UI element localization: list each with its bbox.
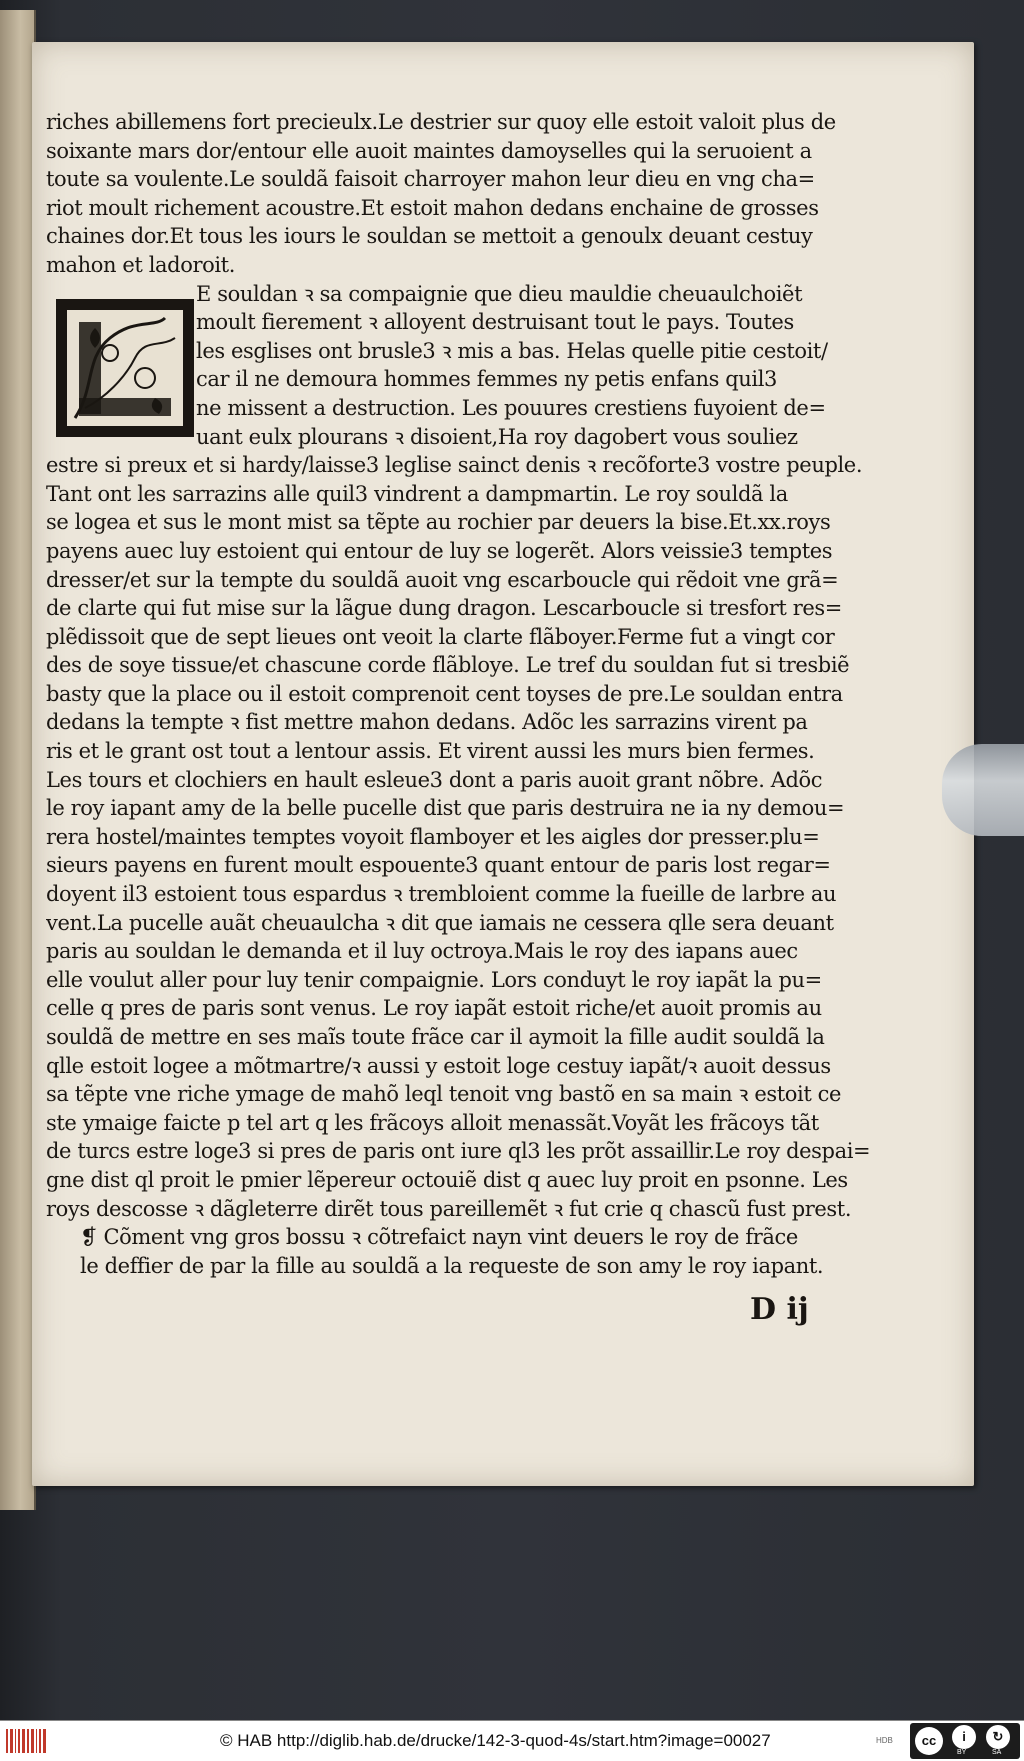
text-line: celle q pres de paris sont venus. Le roy iapãt estoit riche/et auoit promis au <box>46 996 822 1021</box>
text-line: de clarte qui fut mise sur la lãgue dung dragon. Lescarboucle si tresfort res= <box>46 596 842 621</box>
footer-small-text: HDB <box>876 1736 893 1745</box>
page-text-block <box>46 108 876 1280</box>
text-line: payens auec luy estoient qui entour de luy se logerẽt. Alors veissie3 temptes <box>46 538 833 563</box>
text-line: ris et le grant ost tout a lentour assis. Et virent aussi les murs bien fermes. <box>46 739 815 764</box>
creative-commons-icon: cc <box>915 1727 943 1755</box>
text-line: souldã de mettre en ses maĩs toute frãce car il aymoit la fille audit souldã la <box>46 1025 825 1049</box>
text-line: rera hostel/maintes temptes voyoit flamboyer et les aigles dor presser.plu= <box>46 824 820 849</box>
text-line: plẽdissoit que de sept lieues ont veoit la clarte flãboyer.Ferme fut a vingt cor <box>46 624 835 649</box>
left-page-edge <box>0 10 36 1510</box>
text-line: Les tours et clochiers en hault esleue3 dont a paris auoit grant nõbre. Adõc <box>46 767 823 792</box>
text-line: uant eulx plourans ꝛ disoient,Ha roy dagobert vous souliez <box>196 424 798 449</box>
text-line: se logea et sus le mont mist sa tẽpte au rochier par deuers la bise.Et.xx.roys <box>46 510 831 535</box>
text-line: sieurs payens en furent moult espouente3 quant entour de paris lost regar= <box>46 853 831 878</box>
text-line: paris au souldan le demanda et il luy octroya.Mais le roy des iapans auec <box>46 939 798 964</box>
text-line: les esglises ont brusle3 ꝛ mis a bas. Helas quelle pitie cestoit/ <box>196 338 828 363</box>
text-line: car il ne demoura hommes femmes ny petis enfans quil3 <box>196 367 778 392</box>
text-line: dresser/et sur la tempte du souldã auoit vng escarboucle qui rẽdoit vne grã= <box>46 567 839 592</box>
share-alike-icon: ↻ <box>986 1725 1010 1749</box>
barcode-logo-icon <box>6 1729 46 1753</box>
book-page <box>32 42 974 1486</box>
text-line: le roy iapant amy de la belle pucelle dist que paris destruira ne ia ny demou= <box>46 796 845 821</box>
text-line: de turcs estre loge3 si pres de paris ont iure ql3 les prõt assaillir.Le roy despai= <box>46 1139 871 1164</box>
chapter-heading-line: le deffier de par la fille au souldã a la requeste de son amy le roy iapant. <box>80 1253 824 1278</box>
signature-mark: D ij <box>750 1292 809 1327</box>
text-line: sa tẽpte vne riche ymage de mahõ leql tenoit vng bastõ en sa main ꝛ estoit ce <box>46 1082 842 1107</box>
text-line: qlle estoit logee a mõtmartre/ꝛ aussi y estoit loge cestuy iapãt/ꝛ auoit dessus <box>46 1053 831 1078</box>
text-line: elle voulut aller pour luy tenir compaignie. Lors conduyt le roy iapãt la pu= <box>46 967 822 992</box>
license-label-by: BY <box>957 1749 967 1756</box>
text-line: riches abillemens fort precieulx.Le destrier sur quoy elle estoit valoit plus de <box>46 110 836 134</box>
cc-license-badge[interactable] <box>910 1723 1020 1759</box>
text-line: basty que la place ou il estoit comprenoit cent toyses de pre.Le souldan entra <box>46 681 843 706</box>
text-line: riot moult richement acoustre.Et estoit mahon dedans enchaine de grosses <box>46 195 819 220</box>
text-line: E souldan ꝛ sa compaignie que dieu mauldie cheuaulchoiẽt <box>196 281 803 306</box>
attribution-icon: i <box>952 1725 976 1749</box>
text-line: doyent il3 estoient tous espardus ꝛ trembloient comme la fueille de larbre au <box>46 882 837 907</box>
license-label-sa: SA <box>992 1749 1002 1756</box>
footer-bar <box>0 1720 1024 1761</box>
text-line: roys descosse ꝛ dãgleterre dirẽt tous pareillemẽt ꝛ fut crie q chascũ fust prest. <box>46 1196 852 1221</box>
text-line: des de soye tissue/et chascune corde flãbloye. Le tref du souldan fut si tresbiẽ <box>46 653 850 678</box>
text-line: vent.La pucelle auãt cheuaulcha ꝛ dit que iamais ne cessera qlle sera deuant <box>46 910 834 935</box>
chapter-heading-line: ❡ Cõment vng gros bossu ꝛ cõtrefaict nayn vint deuers le roy de frãce <box>80 1225 798 1250</box>
text-line: estre si preux et si hardy/laisse3 leglise sainct denis ꝛ recõforte3 vostre peuple. <box>46 453 863 478</box>
text-line: toute sa voulente.Le souldã faisoit charroyer mahon leur dieu en vng cha= <box>46 167 815 192</box>
text-line: ste ymaige faicte p tel art q les frãcoys alloit menassãt.Voyãt les frãcoys tãt <box>46 1110 819 1135</box>
copyright-link[interactable]: © HAB http://diglib.hab.de/drucke/142-3-quod-4s/start.htm?image=00027 <box>220 1731 771 1750</box>
text-line: ne missent a destruction. Les pouures crestiens fuyoient de= <box>196 395 826 420</box>
text-line: moult fierement ꝛ alloyent destruisant tout le pays. Toutes <box>196 310 794 335</box>
text-line: mahon et ladoroit. <box>46 252 235 277</box>
text-line: soixante mars dor/entour elle auoit maintes damoyselles qui la seruoient a <box>46 138 812 163</box>
page-clip <box>942 744 1024 836</box>
text-line: Tant ont les sarrazins alle quil3 vindrent a dampmartin. Le roy souldã la <box>46 481 788 506</box>
text-line: chaines dor.Et tous les iours le souldan se mettoit a genoulx deuant cestuy <box>46 224 813 249</box>
text-line: gne dist ql proit le pmier lẽpereur octouiẽ dist q auec luy proit en psonne. Les <box>46 1167 848 1192</box>
text-line: dedans la tempte ꝛ fist mettre mahon dedans. Adõc les sarrazins virent pa <box>46 710 808 735</box>
